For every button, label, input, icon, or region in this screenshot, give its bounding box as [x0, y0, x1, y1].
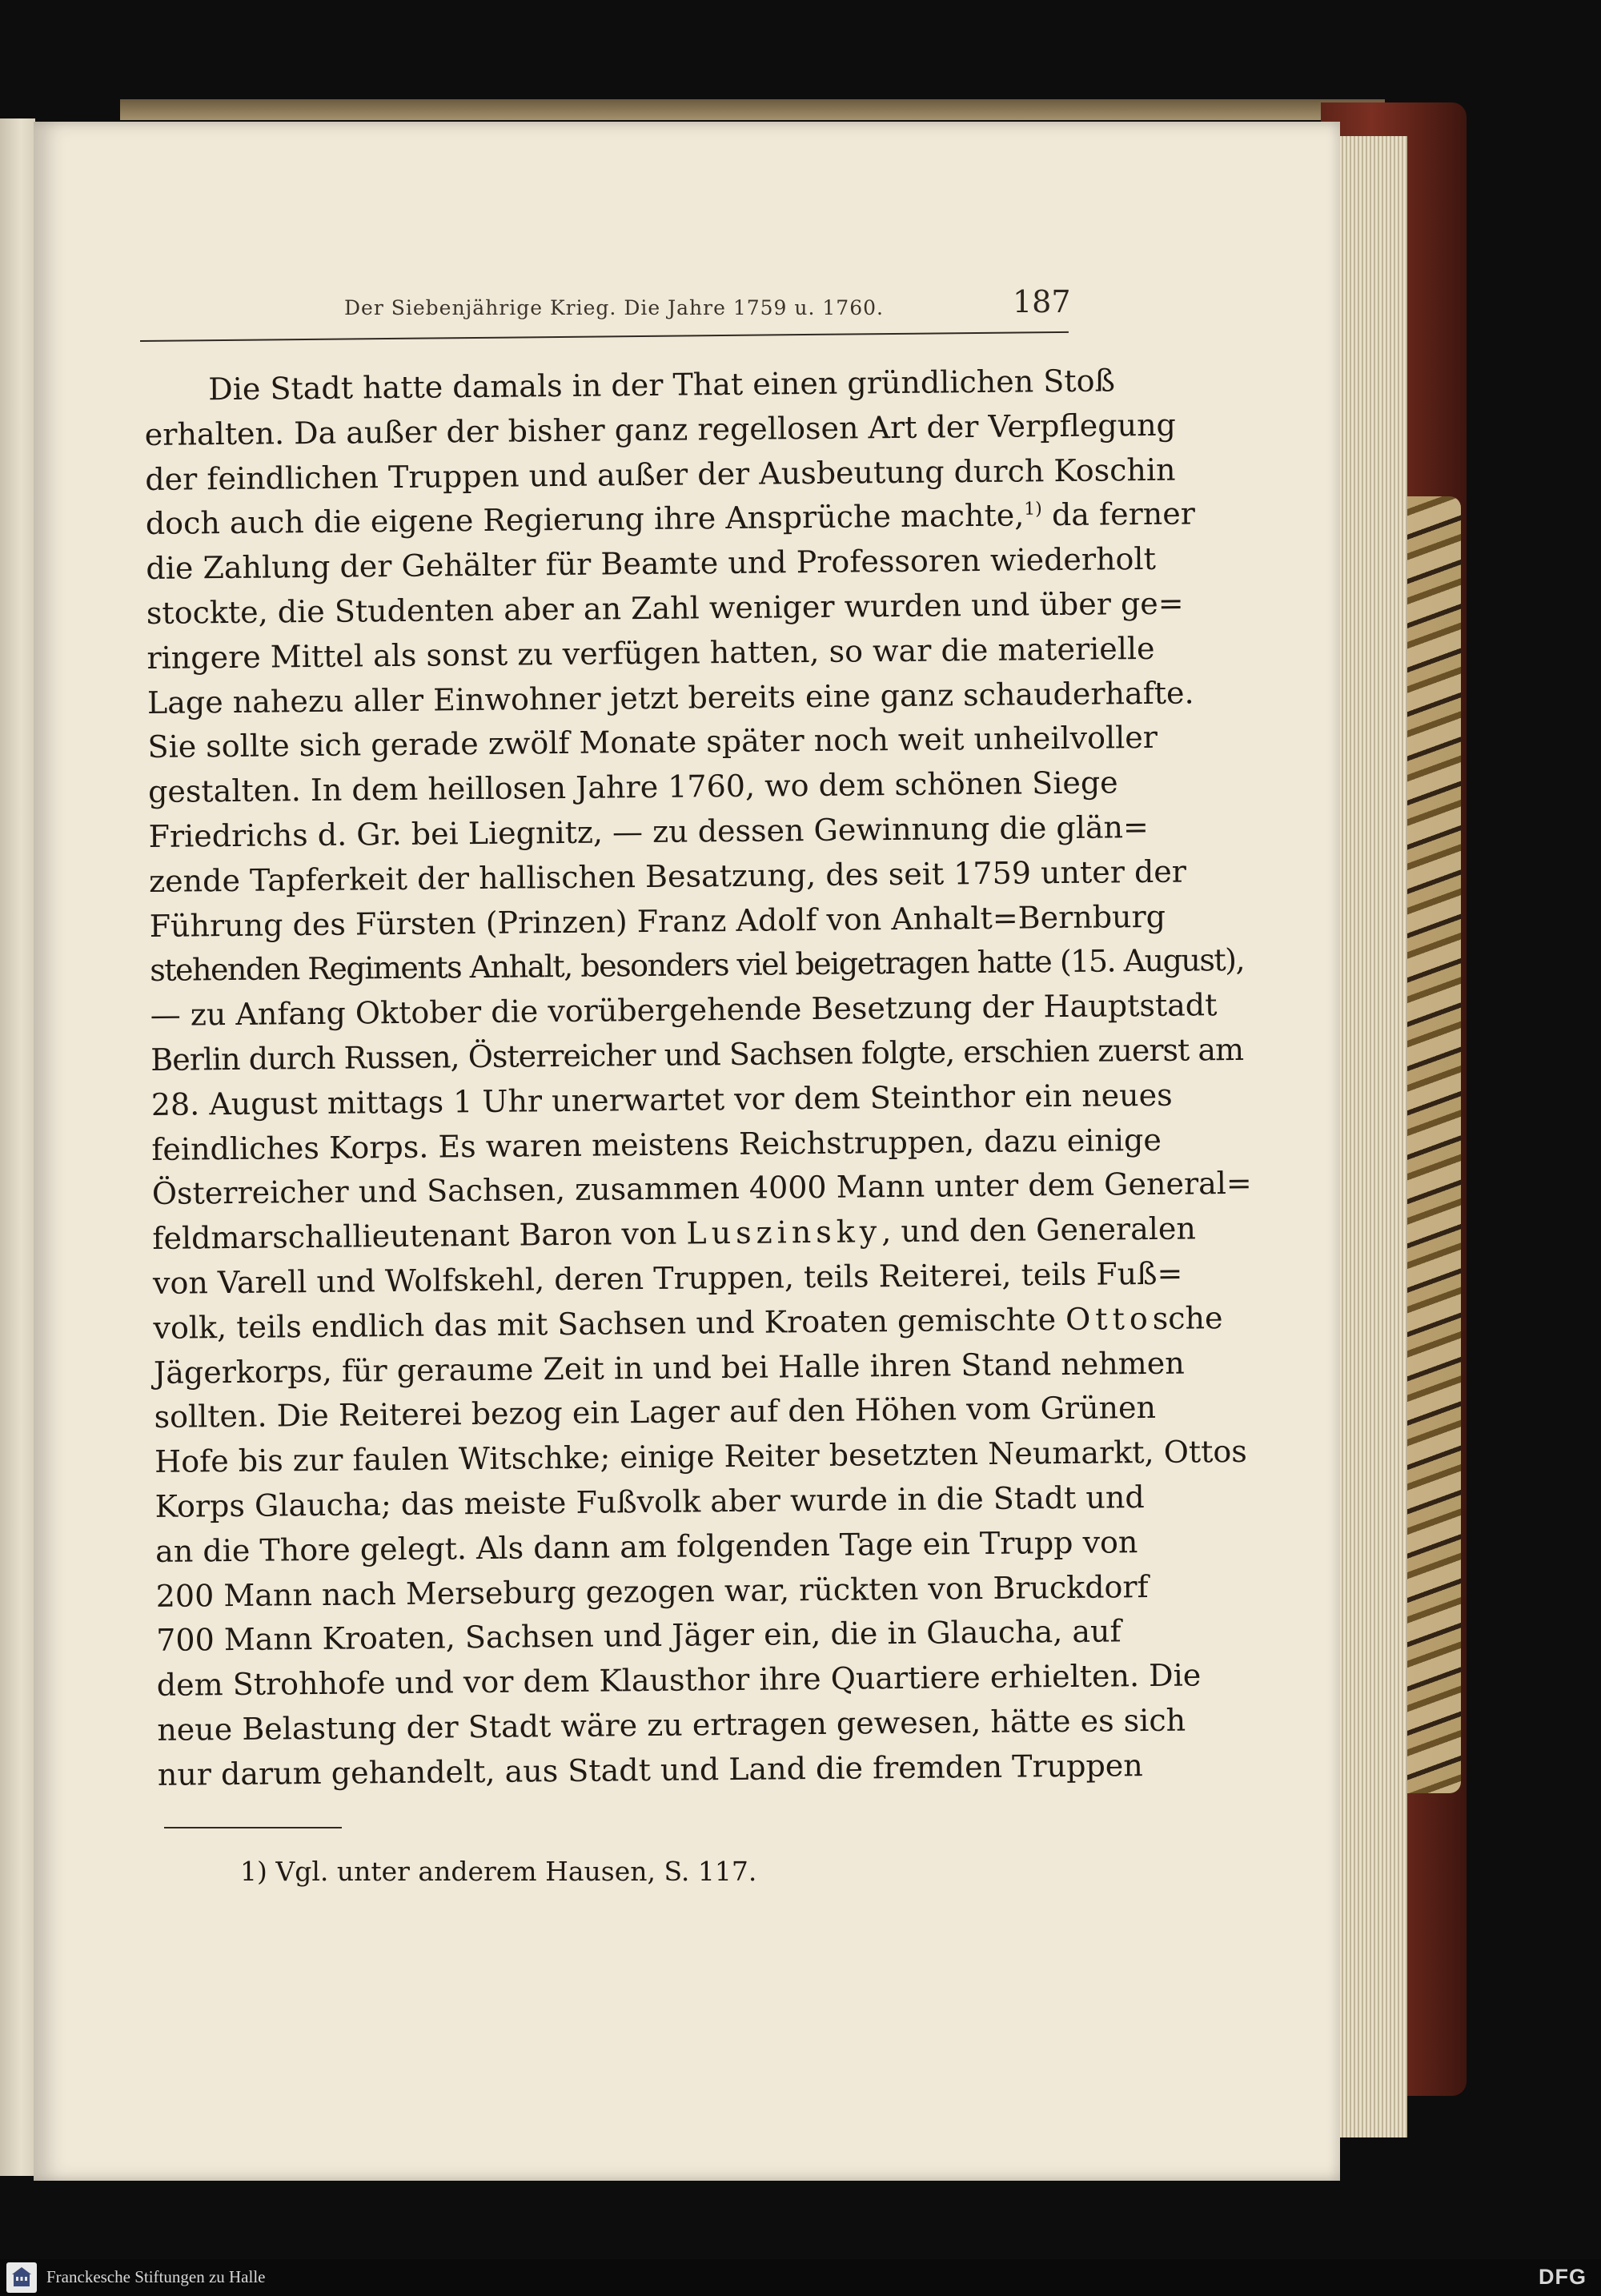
book-top-edge	[120, 99, 1385, 120]
text-line: 28. August mittags 1 Uhr unerwartet vor dem Steinthor ein neues	[150, 1077, 1173, 1122]
text-line: stehenden Regiments Anhalt, besonders viel beigetragen hatte (15. August),	[150, 942, 1245, 989]
page-block-edges	[1335, 136, 1407, 2137]
spaced-name: Luszinsky	[686, 1214, 882, 1251]
spaced-name: Otto	[1065, 1300, 1153, 1337]
text-line: Berlin durch Russen, Österreicher und Sachsen folgte, erschien zuerst am	[150, 1031, 1244, 1078]
text-line: der feindlichen Truppen und außer der Ausbeutung durch Koschin	[145, 452, 1176, 497]
text-line: zende Tapferkeit der hallischen Besatzung, des seit 1759 unter der	[148, 853, 1187, 899]
page-number: 187	[1013, 284, 1071, 319]
text-line: — zu Anfang Oktober die vorübergehende Besetzung der Hauptstadt	[150, 987, 1218, 1034]
text-line: ringere Mittel als sonst zu verfügen hatten, so war die materielle	[146, 630, 1155, 676]
institution-name[interactable]: Franckesche Stiftungen zu Halle	[46, 2267, 266, 2286]
text-line: von Varell und Wolfskehl, deren Truppen, teils Reiterei, teils Fuß=	[152, 1255, 1183, 1301]
body-text	[144, 359, 1252, 1797]
building-icon	[11, 2266, 32, 2290]
text-line: Friedrichs d. Gr. bei Liegnitz, — zu dessen Gewinnung die glän=	[148, 809, 1150, 854]
text-line: volk, teils endlich das mit Sachsen und Kroaten gemischte Ottosche	[153, 1299, 1223, 1346]
text-line: an die Thore gelegt. Als dann am folgenden Tage ein Trupp von	[154, 1523, 1138, 1569]
marbled-endpaper	[1405, 496, 1461, 1793]
text-line: sollten. Die Reiterei bezog ein Lager auf den Höhen vom Grünen	[154, 1390, 1157, 1435]
text-line: erhalten. Da außer der bisher ganz regellosen Art der Verpflegung	[144, 407, 1177, 452]
footnote-rule	[164, 1827, 342, 1828]
running-head: Der Siebenjährige Krieg. Die Jahre 1759 u. 1760.	[344, 296, 884, 319]
dfg-logo[interactable]: DFG	[1539, 2265, 1587, 2289]
text-line: Sie sollte sich gerade zwölf Monate später noch weit unheilvoller	[147, 720, 1158, 765]
text-line: 200 Mann nach Merseburg gezogen war, rückten von Bruckdorf	[155, 1568, 1149, 1614]
franckesche-stiftungen-logo-icon	[6, 2262, 37, 2293]
text-line: Lage nahezu aller Einwohner jetzt bereits eine ganz schauderhafte.	[146, 675, 1194, 721]
text-line: feldmarschallieutenant Baron von Luszinsky, und den Generalen	[152, 1210, 1197, 1257]
footnote: 1) Vgl. unter anderem Hausen, S. 117.	[240, 1856, 757, 1887]
text-line: Die Stadt hatte damals in der That einen gründlichen Stoß	[208, 363, 1116, 407]
text-line: Korps Glaucha; das meiste Fußvolk aber wurde in die Stadt und	[154, 1479, 1145, 1524]
text-line: 700 Mann Kroaten, Sachsen und Jäger ein, die in Glaucha, auf	[156, 1613, 1122, 1659]
text-line: feindliches Korps. Es waren meistens Reichstruppen, dazu einige	[151, 1122, 1162, 1167]
text-line: die Zahlung der Gehälter für Beamte und Professoren wiederholt	[146, 541, 1157, 587]
text-line: nur darum gehandelt, aus Stadt und Land die fremden Truppen	[157, 1747, 1143, 1792]
text-line: stockte, die Studenten aber an Zahl weniger wurden und über ge=	[146, 585, 1184, 631]
footnote-ref: 1)	[1024, 499, 1042, 520]
left-facing-page	[0, 118, 35, 2176]
text-line: Österreicher und Sachsen, zusammen 4000 Mann unter dem General=	[151, 1166, 1252, 1212]
text-line: doch auch die eigene Regierung ihre Ansprüche machte,$^{1)}$ da ferner	[145, 496, 1196, 542]
text-line: Hofe bis zur faulen Witschke; einige Reiter besetzten Neumarkt, Ottos	[154, 1433, 1247, 1480]
text-line: neue Belastung der Stadt wäre zu ertragen gewesen, hätte es sich	[157, 1702, 1186, 1748]
text-line: dem Strohhofe und vor dem Klausthor ihre Quartiere erhielten. Die	[156, 1657, 1202, 1704]
text-line: gestalten. In dem heillosen Jahre 1760, wo dem schönen Siege	[147, 765, 1118, 810]
text-line: Jägerkorps, für geraume Zeit in und bei Halle ihren Stand nehmen	[153, 1345, 1185, 1391]
text-line: Führung des Fürsten (Prinzen) Franz Adolf von Anhalt=Bernburg	[149, 898, 1166, 944]
